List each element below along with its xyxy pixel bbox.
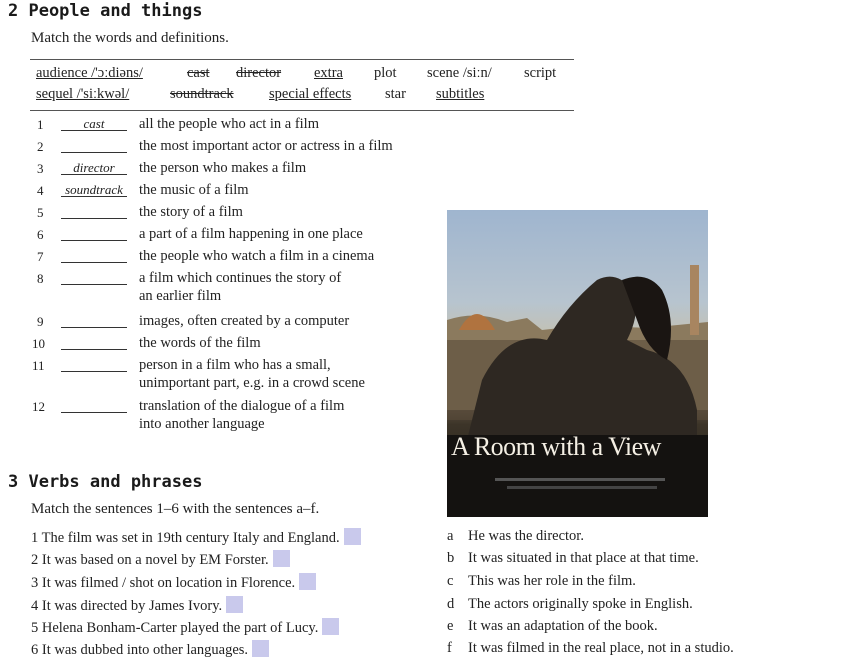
word-scene: scene /siːn/ (427, 65, 492, 81)
letter-label: b (447, 550, 455, 566)
item-definition: images, often created by a computer (139, 313, 350, 329)
section-2-title: 2 People and things (8, 1, 203, 21)
answer-blank[interactable] (61, 357, 127, 372)
answer-blank[interactable] (61, 138, 127, 153)
item-number: 12 (32, 399, 45, 414)
answer-box[interactable] (299, 573, 316, 590)
sentence-text: 1 The film was set in 19th century Italy and England. (31, 530, 340, 546)
word-director: director (236, 65, 282, 81)
item-number: 6 (37, 227, 44, 242)
letter-text: It was an adaptation of the book. (468, 618, 658, 634)
word-plot: plot (374, 65, 397, 81)
item-definition-continued: an earlier film (139, 288, 222, 304)
word-script: script (524, 65, 557, 81)
sentence-item (31, 618, 339, 637)
answer-box[interactable] (226, 596, 243, 613)
answer-blank[interactable]: soundtrack (61, 182, 127, 197)
item-definition-continued: into another language (139, 416, 265, 432)
item-definition: all the people who act in a film (139, 116, 319, 132)
item-number: 9 (37, 314, 44, 329)
sentence-text: 2 It was based on a novel by EM Forster. (31, 552, 269, 568)
item-definition: translation of the dialogue of a film (139, 398, 345, 414)
answer-blank[interactable] (61, 335, 127, 350)
item-number: 11 (32, 358, 45, 373)
word-bank (30, 59, 574, 111)
item-definition: a film which continues the story of (139, 270, 342, 286)
answer-blank[interactable] (61, 398, 127, 413)
item-definition: the words of the film (139, 335, 261, 351)
answer-box[interactable] (252, 640, 269, 657)
answer-blank[interactable] (61, 226, 127, 241)
letter-label: f (447, 640, 452, 656)
letter-label: a (447, 528, 454, 544)
letter-text: This was her role in the film. (468, 573, 636, 589)
item-definition: the most important actor or actress in a film (139, 138, 393, 154)
answer-box[interactable] (273, 550, 290, 567)
poster-credits (507, 486, 657, 489)
answer-blank[interactable] (61, 248, 127, 263)
letter-text: The actors originally spoke in English. (468, 596, 693, 612)
answer-blank[interactable] (61, 313, 127, 328)
poster-illustration (447, 210, 708, 517)
item-number: 3 (37, 161, 44, 176)
word-special-effects: special effects (269, 86, 352, 102)
word-audience: audience /'ɔːdiəns/ (36, 65, 143, 81)
item-definition: the music of a film (139, 182, 249, 198)
item-number: 2 (37, 139, 44, 154)
letter-label: e (447, 618, 454, 634)
item-number: 10 (32, 336, 45, 351)
sentence-item (31, 528, 361, 547)
item-number: 1 (37, 117, 44, 132)
poster-credits (495, 478, 665, 481)
item-definition: the person who makes a film (139, 160, 307, 176)
sentence-text: 5 Helena Bonham-Carter played the part of Lucy. (31, 620, 319, 636)
film-poster (447, 210, 708, 517)
item-definition: the story of a film (139, 204, 243, 220)
letter-text: It was situated in that place at that time. (468, 550, 699, 566)
sentence-text: 3 It was filmed / shot on location in Florence. (31, 575, 296, 591)
letter-text: It was filmed in the real place, not in a studio. (468, 640, 734, 656)
item-number: 8 (37, 271, 44, 286)
item-definition: person in a film who has a small, (139, 357, 331, 373)
word-sequel: sequel /'siːkwəl/ (36, 86, 130, 102)
sentence-item (31, 640, 269, 659)
poster-title: A Room with a View (451, 432, 661, 461)
section-2-instruction: Match the words and definitions. (31, 30, 229, 46)
sentence-text: 4 It was directed by James Ivory. (31, 598, 223, 614)
sentence-item (31, 573, 316, 592)
word-soundtrack: soundtrack (170, 86, 234, 102)
answer-blank[interactable]: director (61, 160, 127, 175)
word-extra: extra (314, 65, 343, 81)
item-definition: a part of a film happening in one place (139, 226, 363, 242)
item-number: 7 (37, 249, 44, 264)
answer-blank[interactable]: cast (61, 116, 127, 131)
item-definition: the people who watch a film in a cinema (139, 248, 375, 264)
word-subtitles: subtitles (436, 86, 485, 102)
answer-blank[interactable] (61, 270, 127, 285)
section-3-instruction: Match the sentences 1–6 with the sentences a–f. (31, 501, 320, 517)
answer-blank[interactable] (61, 204, 127, 219)
item-definition-continued: unimportant part, e.g. in a crowd scene (139, 375, 365, 391)
sentence-item (31, 550, 290, 569)
letter-label: c (447, 573, 454, 589)
section-3-title: 3 Verbs and phrases (8, 472, 203, 492)
sentence-text: 6 It was dubbed into other languages. (31, 642, 249, 658)
letter-label: d (447, 596, 455, 612)
answer-box[interactable] (344, 528, 361, 545)
answer-box[interactable] (322, 618, 339, 635)
sentence-item (31, 596, 243, 615)
word-star: star (385, 86, 406, 102)
item-number: 5 (37, 205, 44, 220)
word-cast: cast (187, 65, 210, 81)
item-number: 4 (37, 183, 44, 198)
letter-text: He was the director. (468, 528, 584, 544)
